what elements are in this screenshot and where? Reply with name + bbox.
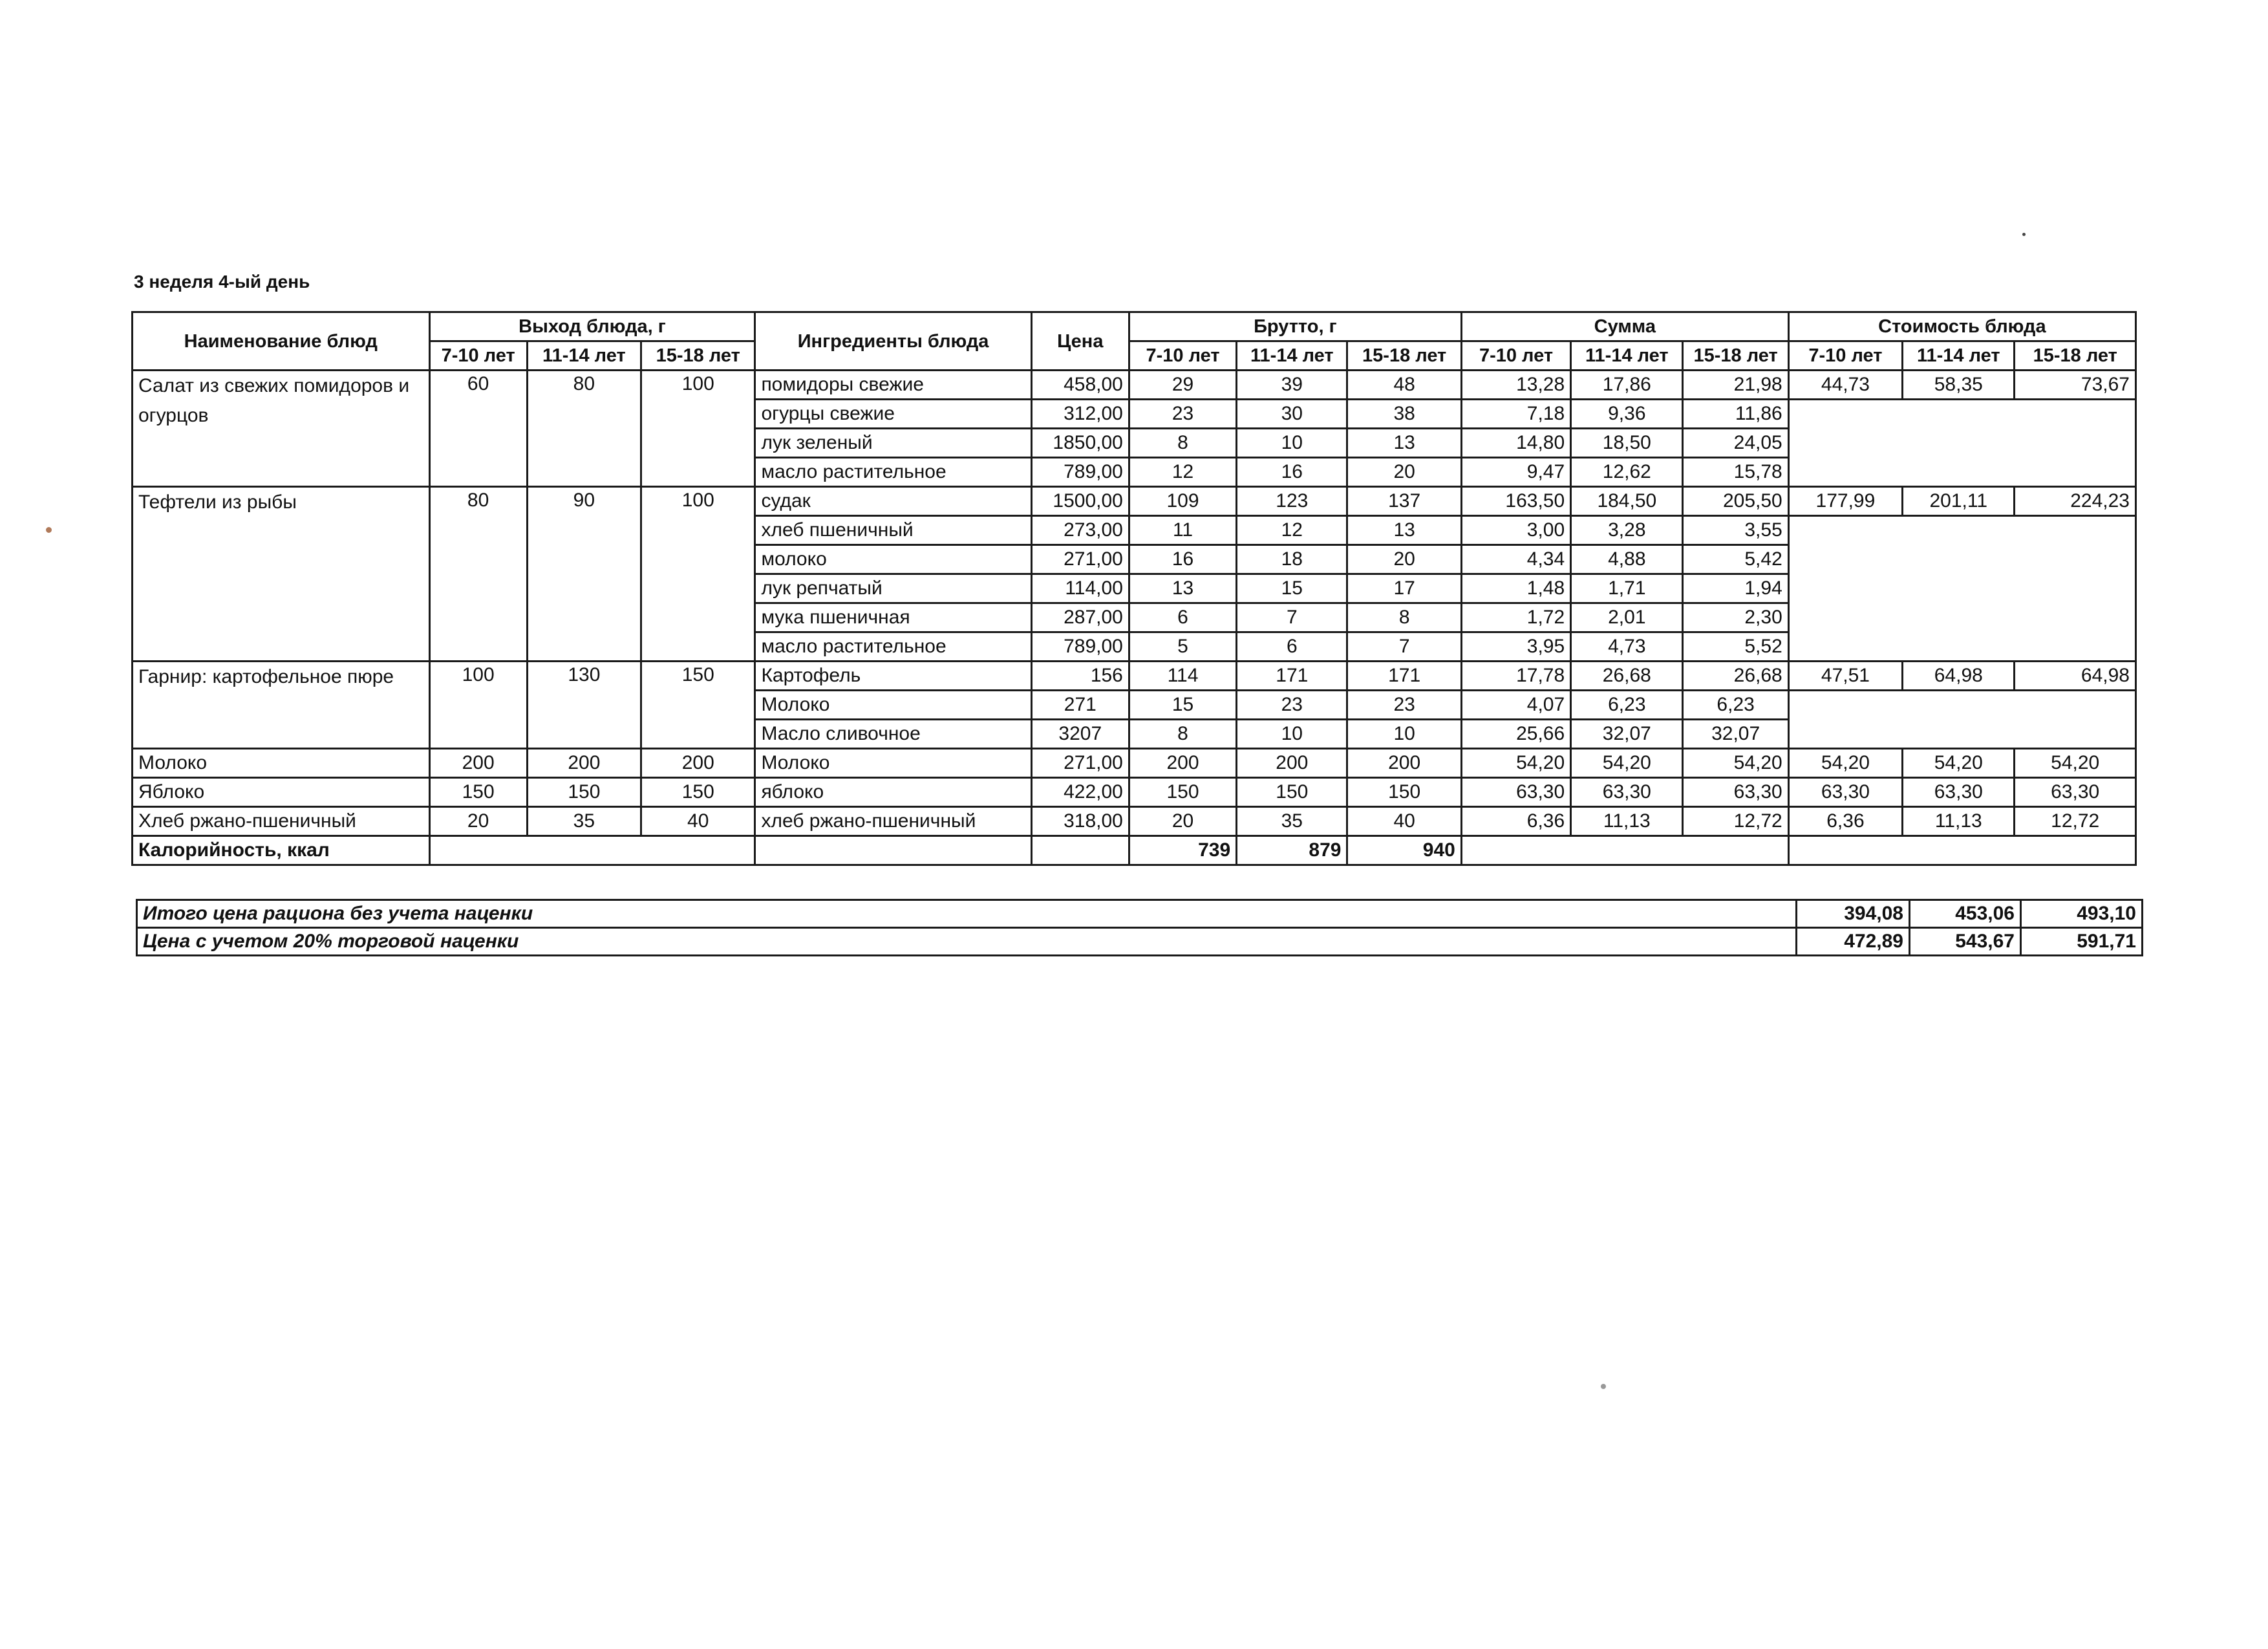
calories-empty-yield	[429, 836, 755, 865]
cost-age3: 54,20	[2015, 749, 2136, 778]
gross-age3: 7	[1347, 632, 1461, 662]
header-sum-age3: 15-18 лет	[1683, 341, 1788, 371]
ingredient-name: Масло сливочное	[755, 720, 1031, 749]
cost-age1: 47,51	[1788, 662, 1902, 691]
gross-age3: 10	[1347, 720, 1461, 749]
dish-name: Салат из свежих помидоров и огурцов	[133, 371, 430, 487]
sum-age1: 14,80	[1461, 429, 1570, 458]
ingredient-price: 287,00	[1031, 603, 1129, 632]
gross-age2: 18	[1237, 545, 1347, 574]
calories-empty-sum	[1461, 836, 1788, 865]
header-dish: Наименование блюд	[133, 312, 430, 371]
gross-age1: 8	[1129, 429, 1236, 458]
sum-age1: 13,28	[1461, 371, 1570, 400]
header-yield-age1: 7-10 лет	[429, 341, 527, 371]
scan-speck	[1601, 1384, 1606, 1389]
cost-age2: 201,11	[1903, 487, 2015, 516]
ingredient-name: огурцы свежие	[755, 400, 1031, 429]
gross-age3: 38	[1347, 400, 1461, 429]
calories-empty-cost	[1788, 836, 2135, 865]
sum-age2: 4,73	[1571, 632, 1683, 662]
sum-age2: 17,86	[1571, 371, 1683, 400]
sum-age3: 3,55	[1683, 516, 1788, 545]
sum-age3: 5,42	[1683, 545, 1788, 574]
sum-age2: 9,36	[1571, 400, 1683, 429]
ingredient-price: 271,00	[1031, 749, 1129, 778]
gross-age2: 12	[1237, 516, 1347, 545]
sum-age3: 5,52	[1683, 632, 1788, 662]
ingredient-price: 273,00	[1031, 516, 1129, 545]
gross-age2: 200	[1237, 749, 1347, 778]
sum-age1: 7,18	[1461, 400, 1570, 429]
gross-age3: 20	[1347, 458, 1461, 487]
ingredient-price: 422,00	[1031, 778, 1129, 807]
sum-age1: 54,20	[1461, 749, 1570, 778]
gross-age2: 6	[1237, 632, 1347, 662]
total-no-markup-row	[137, 900, 2143, 928]
cost-age1: 44,73	[1788, 371, 1902, 400]
header-gross-age3: 15-18 лет	[1347, 341, 1461, 371]
table-row	[133, 807, 2136, 836]
sum-age2: 63,30	[1571, 778, 1683, 807]
total-no-markup-label: Итого цена рациона без учета наценки	[137, 900, 1797, 928]
gross-age2: 171	[1237, 662, 1347, 691]
sum-age1: 9,47	[1461, 458, 1570, 487]
header-row-2	[133, 341, 2136, 371]
dish-name: Яблоко	[133, 778, 430, 807]
sum-age2: 6,23	[1571, 691, 1683, 720]
yield-age2: 80	[527, 371, 641, 487]
ingredient-price: 312,00	[1031, 400, 1129, 429]
total-markup-age1: 472,89	[1797, 928, 1910, 956]
header-cost-age3: 15-18 лет	[2015, 341, 2136, 371]
sum-age2: 26,68	[1571, 662, 1683, 691]
cost-age2: 11,13	[1903, 807, 2015, 836]
ingredient-price: 1850,00	[1031, 429, 1129, 458]
table-row	[133, 778, 2136, 807]
calories-age2: 879	[1237, 836, 1347, 865]
sum-age1: 3,00	[1461, 516, 1570, 545]
sum-age3: 205,50	[1683, 487, 1788, 516]
yield-age3: 40	[641, 807, 755, 836]
ingredient-name: мука пшеничная	[755, 603, 1031, 632]
sum-age3: 1,94	[1683, 574, 1788, 603]
sum-age3: 21,98	[1683, 371, 1788, 400]
ingredient-price: 318,00	[1031, 807, 1129, 836]
sum-age3: 54,20	[1683, 749, 1788, 778]
gross-age2: 150	[1237, 778, 1347, 807]
gross-age2: 35	[1237, 807, 1347, 836]
cost-age2: 64,98	[1903, 662, 2015, 691]
cost-age3: 64,98	[2015, 662, 2136, 691]
gross-age3: 200	[1347, 749, 1461, 778]
dish-name: Гарнир: картофельное пюре	[133, 662, 430, 749]
total-no-markup-age3: 493,10	[2021, 900, 2143, 928]
sum-age1: 4,07	[1461, 691, 1570, 720]
total-no-markup-age2: 453,06	[1910, 900, 2021, 928]
gross-age2: 30	[1237, 400, 1347, 429]
gross-age1: 6	[1129, 603, 1236, 632]
scan-speck	[46, 527, 52, 533]
ingredient-name: хлеб ржано-пшеничный	[755, 807, 1031, 836]
yield-age1: 200	[429, 749, 527, 778]
gross-age1: 8	[1129, 720, 1236, 749]
gross-age3: 8	[1347, 603, 1461, 632]
ingredient-name: помидоры свежие	[755, 371, 1031, 400]
sum-age3: 15,78	[1683, 458, 1788, 487]
table-row	[133, 371, 2136, 400]
table-row	[133, 749, 2136, 778]
cost-age1: 63,30	[1788, 778, 1902, 807]
header-price: Цена	[1031, 312, 1129, 371]
ingredient-name: масло растительное	[755, 632, 1031, 662]
sum-age2: 54,20	[1571, 749, 1683, 778]
gross-age2: 123	[1237, 487, 1347, 516]
total-markup-age2: 543,67	[1910, 928, 2021, 956]
yield-age3: 150	[641, 778, 755, 807]
sum-age3: 12,72	[1683, 807, 1788, 836]
sum-age3: 32,07	[1683, 720, 1788, 749]
page-title: 3 неделя 4-ый день	[134, 272, 310, 292]
cost-age2: 58,35	[1903, 371, 2015, 400]
ingredient-name: Молоко	[755, 691, 1031, 720]
ingredient-name: лук зеленый	[755, 429, 1031, 458]
table-row	[133, 487, 2136, 516]
yield-age2: 150	[527, 778, 641, 807]
gross-age1: 150	[1129, 778, 1236, 807]
cost-age2: 63,30	[1903, 778, 2015, 807]
gross-age2: 16	[1237, 458, 1347, 487]
yield-age1: 60	[429, 371, 527, 487]
total-no-markup-age1: 394,08	[1797, 900, 1910, 928]
sum-age1: 1,48	[1461, 574, 1570, 603]
dish-name: Молоко	[133, 749, 430, 778]
header-cost-age2: 11-14 лет	[1903, 341, 2015, 371]
gross-age1: 29	[1129, 371, 1236, 400]
gross-age1: 20	[1129, 807, 1236, 836]
cost-empty	[1788, 516, 2135, 662]
gross-age2: 39	[1237, 371, 1347, 400]
yield-age3: 100	[641, 487, 755, 662]
header-sum-age2: 11-14 лет	[1571, 341, 1683, 371]
ingredient-name: судак	[755, 487, 1031, 516]
cost-empty	[1788, 400, 2135, 487]
totals-table	[136, 899, 2143, 956]
header-cost: Стоимость блюда	[1788, 312, 2135, 341]
gross-age3: 13	[1347, 516, 1461, 545]
sum-age3: 24,05	[1683, 429, 1788, 458]
total-markup-row	[137, 928, 2143, 956]
ingredient-name: молоко	[755, 545, 1031, 574]
gross-age3: 23	[1347, 691, 1461, 720]
ingredient-price: 789,00	[1031, 458, 1129, 487]
sum-age2: 1,71	[1571, 574, 1683, 603]
gross-age1: 15	[1129, 691, 1236, 720]
header-gross-age2: 11-14 лет	[1237, 341, 1347, 371]
sum-age2: 18,50	[1571, 429, 1683, 458]
ingredient-price: 156	[1031, 662, 1129, 691]
gross-age1: 114	[1129, 662, 1236, 691]
sum-age2: 12,62	[1571, 458, 1683, 487]
header-sum-age1: 7-10 лет	[1461, 341, 1570, 371]
ingredient-name: Картофель	[755, 662, 1031, 691]
ingredient-price: 458,00	[1031, 371, 1129, 400]
sum-age2: 11,13	[1571, 807, 1683, 836]
sum-age2: 2,01	[1571, 603, 1683, 632]
sum-age2: 4,88	[1571, 545, 1683, 574]
dish-name: Тефтели из рыбы	[133, 487, 430, 662]
sum-age3: 6,23	[1683, 691, 1788, 720]
header-ingredients: Ингредиенты блюда	[755, 312, 1031, 371]
cost-age1: 6,36	[1788, 807, 1902, 836]
yield-age1: 20	[429, 807, 527, 836]
header-row-1	[133, 312, 2136, 341]
yield-age1: 150	[429, 778, 527, 807]
gross-age2: 7	[1237, 603, 1347, 632]
yield-age2: 35	[527, 807, 641, 836]
sum-age2: 184,50	[1571, 487, 1683, 516]
header-gross-age1: 7-10 лет	[1129, 341, 1236, 371]
ingredient-name: масло растительное	[755, 458, 1031, 487]
cost-age1: 54,20	[1788, 749, 1902, 778]
gross-age3: 13	[1347, 429, 1461, 458]
table-row	[133, 662, 2136, 691]
header-yield: Выход блюда, г	[429, 312, 755, 341]
sum-age2: 3,28	[1571, 516, 1683, 545]
cost-age3: 12,72	[2015, 807, 2136, 836]
menu-table	[131, 311, 2137, 866]
gross-age1: 109	[1129, 487, 1236, 516]
sum-age1: 3,95	[1461, 632, 1570, 662]
header-sum: Сумма	[1461, 312, 1788, 341]
yield-age3: 200	[641, 749, 755, 778]
gross-age2: 10	[1237, 429, 1347, 458]
sum-age3: 11,86	[1683, 400, 1788, 429]
gross-age2: 23	[1237, 691, 1347, 720]
calories-age3: 940	[1347, 836, 1461, 865]
cost-age3: 63,30	[2015, 778, 2136, 807]
sum-age1: 17,78	[1461, 662, 1570, 691]
sum-age1: 6,36	[1461, 807, 1570, 836]
cost-empty	[1788, 691, 2135, 749]
gross-age1: 16	[1129, 545, 1236, 574]
sum-age1: 25,66	[1461, 720, 1570, 749]
header-gross: Брутто, г	[1129, 312, 1461, 341]
sum-age1: 63,30	[1461, 778, 1570, 807]
gross-age1: 200	[1129, 749, 1236, 778]
calories-label: Калорийность, ккал	[133, 836, 430, 865]
ingredient-name: лук репчатый	[755, 574, 1031, 603]
gross-age1: 11	[1129, 516, 1236, 545]
ingredient-name: хлеб пшеничный	[755, 516, 1031, 545]
gross-age1: 5	[1129, 632, 1236, 662]
gross-age3: 48	[1347, 371, 1461, 400]
gross-age2: 15	[1237, 574, 1347, 603]
yield-age1: 80	[429, 487, 527, 662]
ingredient-price: 3207	[1031, 720, 1129, 749]
gross-age1: 23	[1129, 400, 1236, 429]
gross-age3: 17	[1347, 574, 1461, 603]
sum-age2: 32,07	[1571, 720, 1683, 749]
gross-age3: 137	[1347, 487, 1461, 516]
sum-age3: 26,68	[1683, 662, 1788, 691]
cost-age2: 54,20	[1903, 749, 2015, 778]
dish-name: Хлеб ржано-пшеничный	[133, 807, 430, 836]
total-markup-age3: 591,71	[2021, 928, 2143, 956]
sum-age3: 2,30	[1683, 603, 1788, 632]
header-yield-age3: 15-18 лет	[641, 341, 755, 371]
calories-empty-price	[1031, 836, 1129, 865]
cost-age1: 177,99	[1788, 487, 1902, 516]
gross-age1: 13	[1129, 574, 1236, 603]
gross-age3: 20	[1347, 545, 1461, 574]
cost-age3: 224,23	[2015, 487, 2136, 516]
ingredient-price: 1500,00	[1031, 487, 1129, 516]
ingredient-price: 271,00	[1031, 545, 1129, 574]
gross-age3: 150	[1347, 778, 1461, 807]
calories-age1: 739	[1129, 836, 1236, 865]
sum-age1: 4,34	[1461, 545, 1570, 574]
ingredient-price: 789,00	[1031, 632, 1129, 662]
cost-age3: 73,67	[2015, 371, 2136, 400]
yield-age3: 100	[641, 371, 755, 487]
header-cost-age1: 7-10 лет	[1788, 341, 1902, 371]
scan-speck	[2022, 233, 2026, 236]
header-yield-age2: 11-14 лет	[527, 341, 641, 371]
calories-row	[133, 836, 2136, 865]
gross-age3: 40	[1347, 807, 1461, 836]
yield-age2: 90	[527, 487, 641, 662]
yield-age3: 150	[641, 662, 755, 749]
sum-age1: 1,72	[1461, 603, 1570, 632]
sum-age3: 63,30	[1683, 778, 1788, 807]
total-markup-label: Цена с учетом 20% торговой наценки	[137, 928, 1797, 956]
gross-age3: 171	[1347, 662, 1461, 691]
calories-empty-ingredient	[755, 836, 1031, 865]
yield-age2: 130	[527, 662, 641, 749]
gross-age2: 10	[1237, 720, 1347, 749]
ingredient-name: Молоко	[755, 749, 1031, 778]
yield-age1: 100	[429, 662, 527, 749]
gross-age1: 12	[1129, 458, 1236, 487]
yield-age2: 200	[527, 749, 641, 778]
sum-age1: 163,50	[1461, 487, 1570, 516]
ingredient-price: 114,00	[1031, 574, 1129, 603]
ingredient-name: яблоко	[755, 778, 1031, 807]
ingredient-price: 271	[1031, 691, 1129, 720]
